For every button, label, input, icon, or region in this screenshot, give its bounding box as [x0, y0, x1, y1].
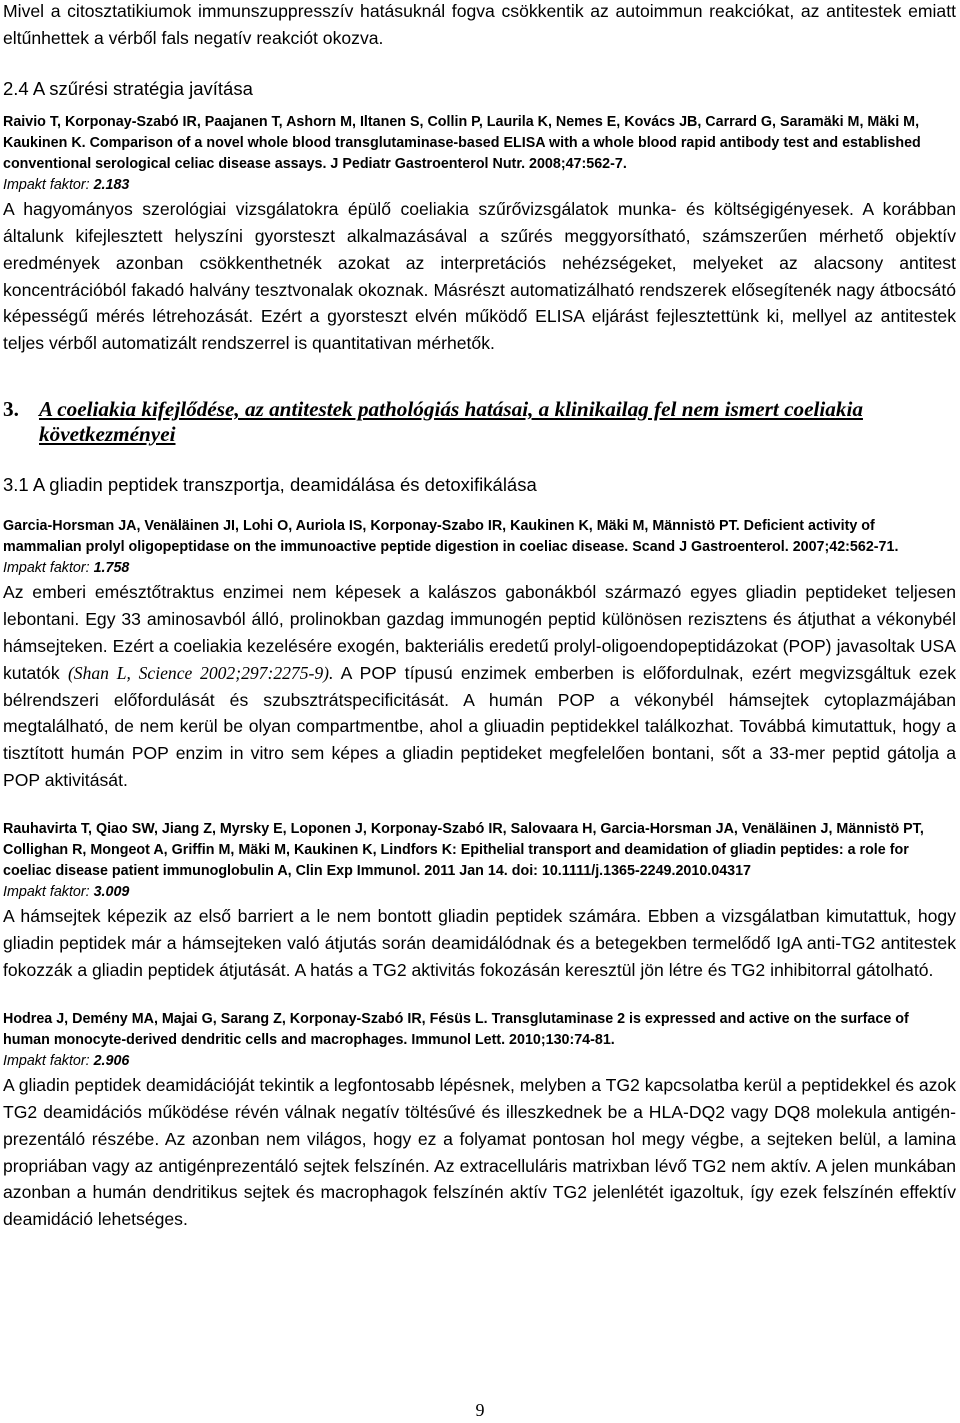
section-2-4-heading: 2.4 A szűrési stratégia javítása: [3, 77, 253, 99]
document-page: [3, 0, 956, 1233]
reference-hodrea: Hodrea J, Demény MA, Majai G, Sarang Z, Korponay-Szabó IR, Fésüs L. Transglutaminase 2 is expressed and active on the surface of human monocyte-derived dendritic cells and macrophages. Immunol Lett. 2010;130:74-81.: [3, 1010, 909, 1048]
section-3-title: A coeliakia kifejlődése, az antitestek pathológiás hatásai, a klinikailag fel nem ismert coeliakia következményei: [39, 396, 863, 446]
section-3-number: 3.: [3, 396, 19, 421]
impact-value: 1.758: [93, 560, 130, 577]
impact-factor-hodrea: [3, 1051, 956, 1072]
intro-paragraph: Mivel a citosztatikiumok immunszuppresszív hatásuknál fogva csökkentik az autoimmun reakciókat, az antitestek emiatt eltűnhettek a vérből fals negatív reakciót okozva.: [3, 1, 956, 48]
impact-value: 3.009: [93, 884, 130, 901]
paragraph-rauhavirta: A hámsejtek képezik az első barriert a le nem bontott gliadin peptidek számára. Ebben a vizsgálatban kimutattuk, hogy gliadin peptidek már a hámsejteken való átjutás során deamidálódnak és a betegekben termelődő IgA anti-TG2 antitestek fokozzák a gliadin peptidek átjutását. A hatás a TG2 aktivitás fokozásán keresztül jön létre és TG2 inhibitorral gátolható.: [3, 906, 956, 980]
impact-label: Impakt faktor:: [3, 884, 94, 901]
impact-factor-raivio: [3, 175, 956, 196]
paragraph-raivio: A hagyományos szerológiai vizsgálatokra épülő coeliakia szűrővizsgálatok munka- és költségigényesek. A korábban általunk kifejlesztett helyszíni gyorsteszt alkalmazásával a szűrés meggyorsítható, számszerűen mérhető objektív eredmények azonban csökkenthetnék azokat az interpretációs nehézségeket, melyeket az alacsony antitest koncentrációból fakadó halvány tesztvonalak okoznak. Másrészt automatizálható rendszerek elősegítenék nagy átbocsátó képességű mérés létrehozását. Ezért a gyorsteszt elvén működő ELISA eljárást fejlesztettünk ki, mellyel az antitestek teljes vérből automatizált rendszerrel is quantitativan mérhetők.: [3, 199, 956, 354]
impact-factor-rauhavirta: [3, 882, 956, 903]
impact-factor-garcia-horsman: [3, 558, 956, 579]
page-number: 9: [475, 1400, 485, 1420]
impact-value: 2.906: [93, 1053, 130, 1070]
impact-label: Impakt faktor:: [3, 177, 94, 194]
paragraph-text: Az emberi emésztőtraktus enzimei nem képesek a kalászos gabonákból származó egyes gliadin peptideket teljesen lebontani. Egy 33 aminosavból álló, prolinokban gazdag immunogén peptid különösen rezisztens és átjuthat a vékonybél hámsejteken. Ezért a coeliakia kezelésére exogén, bakteriális eredetű prolyl-oligoendopeptidázokat (POP) javasoltak USA kutatók: [3, 582, 956, 683]
reference-garcia-horsman: Garcia-Horsman JA, Venäläinen JI, Lohi O, Auriola IS, Korponay-Szabo IR, Kaukinen K, Mäki M, Männistö PT. Deficient activity of mammalian prolyl oligopeptidase on the immunoactive peptide digestion in coeliac disease. Scand J Gastroenterol. 2007;42:562-71.: [3, 517, 899, 556]
paragraph-hodrea: A gliadin peptidek deamidációját tekintik a legfontosabb lépésnek, melyben a TG2 kapcsolatba kerül a peptidekkel és azok TG2 deamidációs működése révén válnak negatív töltésűvé és illeszkednek be a HLA-DQ2 vagy DQ8 molekula antigén-prezentáló részébe. Az azonban nem világos, hogy ez a folyamat pontosan hol megy végbe, a sejteken belül, a lamina propriában vagy az antigénprezentáló sejtek felszínén. Az extracelluláris matrixban lévő TG2 nem aktív. A jelen munkában azonban a humán dendritikus sejtek és macrophagok felszínén aktív TG2 jelenlétét igazoltuk, így ezek felszínén effektív deamidáció lehetséges.: [3, 1075, 956, 1230]
section-3-heading: [3, 397, 956, 447]
reference-raivio: Raivio T, Korponay-Szabó IR, Paajanen T, Ashorn M, Iltanen S, Collin P, Laurila K, Nemes E, Kovács JB, Carrard G, Saramäki M, Mäki M, Kaukinen K. Comparison of a novel whole blood transglutaminase-based ELISA with a whole blood rapid antibody test and established conventional serological celiac disease assays. J Pediatr Gastroenterol Nutr. 2008;47:562-7.: [3, 113, 921, 172]
inline-citation: (Shan L, Science 2002;297:2275-9).: [67, 662, 334, 683]
reference-rauhavirta: Rauhavirta T, Qiao SW, Jiang Z, Myrsky E, Loponen J, Korponay-Szabó IR, Salovaara H, Garcia-Horsman JA, Venäläinen J, Männistö PT, Collighan R, Mongeot A, Griffin M, Mäki M, Kaukinen K, Lindfors K: Epithelial transport and deamidation of gliadin peptides: a role for coeliac disease patient immunoglobulin A, Clin Exp Immunol. 2011 Jan 14. doi: 10.1111/j.1365-2249.2010.04317: [3, 820, 924, 880]
paragraph-garcia-horsman: [3, 579, 956, 793]
paragraph-text: A POP típusú enzimek emberben is előfordulnak, ezért megvizsgáltuk ezek bélrendszeri előfordulását és szubsztrátspecificitását. A humán POP a vékonybél hámsejtek cytoplazmájában megtalálható, de nem kerül be olyan compartmentbe, ahol a gliuadin peptidekkel találkozhat. Továbbá kimutattuk, hogy a tisztított humán POP enzim in vitro sem képes a gliadin peptideket megfelelően bontani, sőt a 33-mer peptid gátolja a POP aktivitását.: [3, 662, 956, 790]
section-3-1-heading: 3.1 A gliadin peptidek transzportja, deamidálása és detoxifikálása: [3, 473, 537, 495]
impact-label: Impakt faktor:: [3, 1053, 94, 1070]
impact-value: 2.183: [93, 177, 130, 194]
impact-label: Impakt faktor:: [3, 560, 94, 577]
